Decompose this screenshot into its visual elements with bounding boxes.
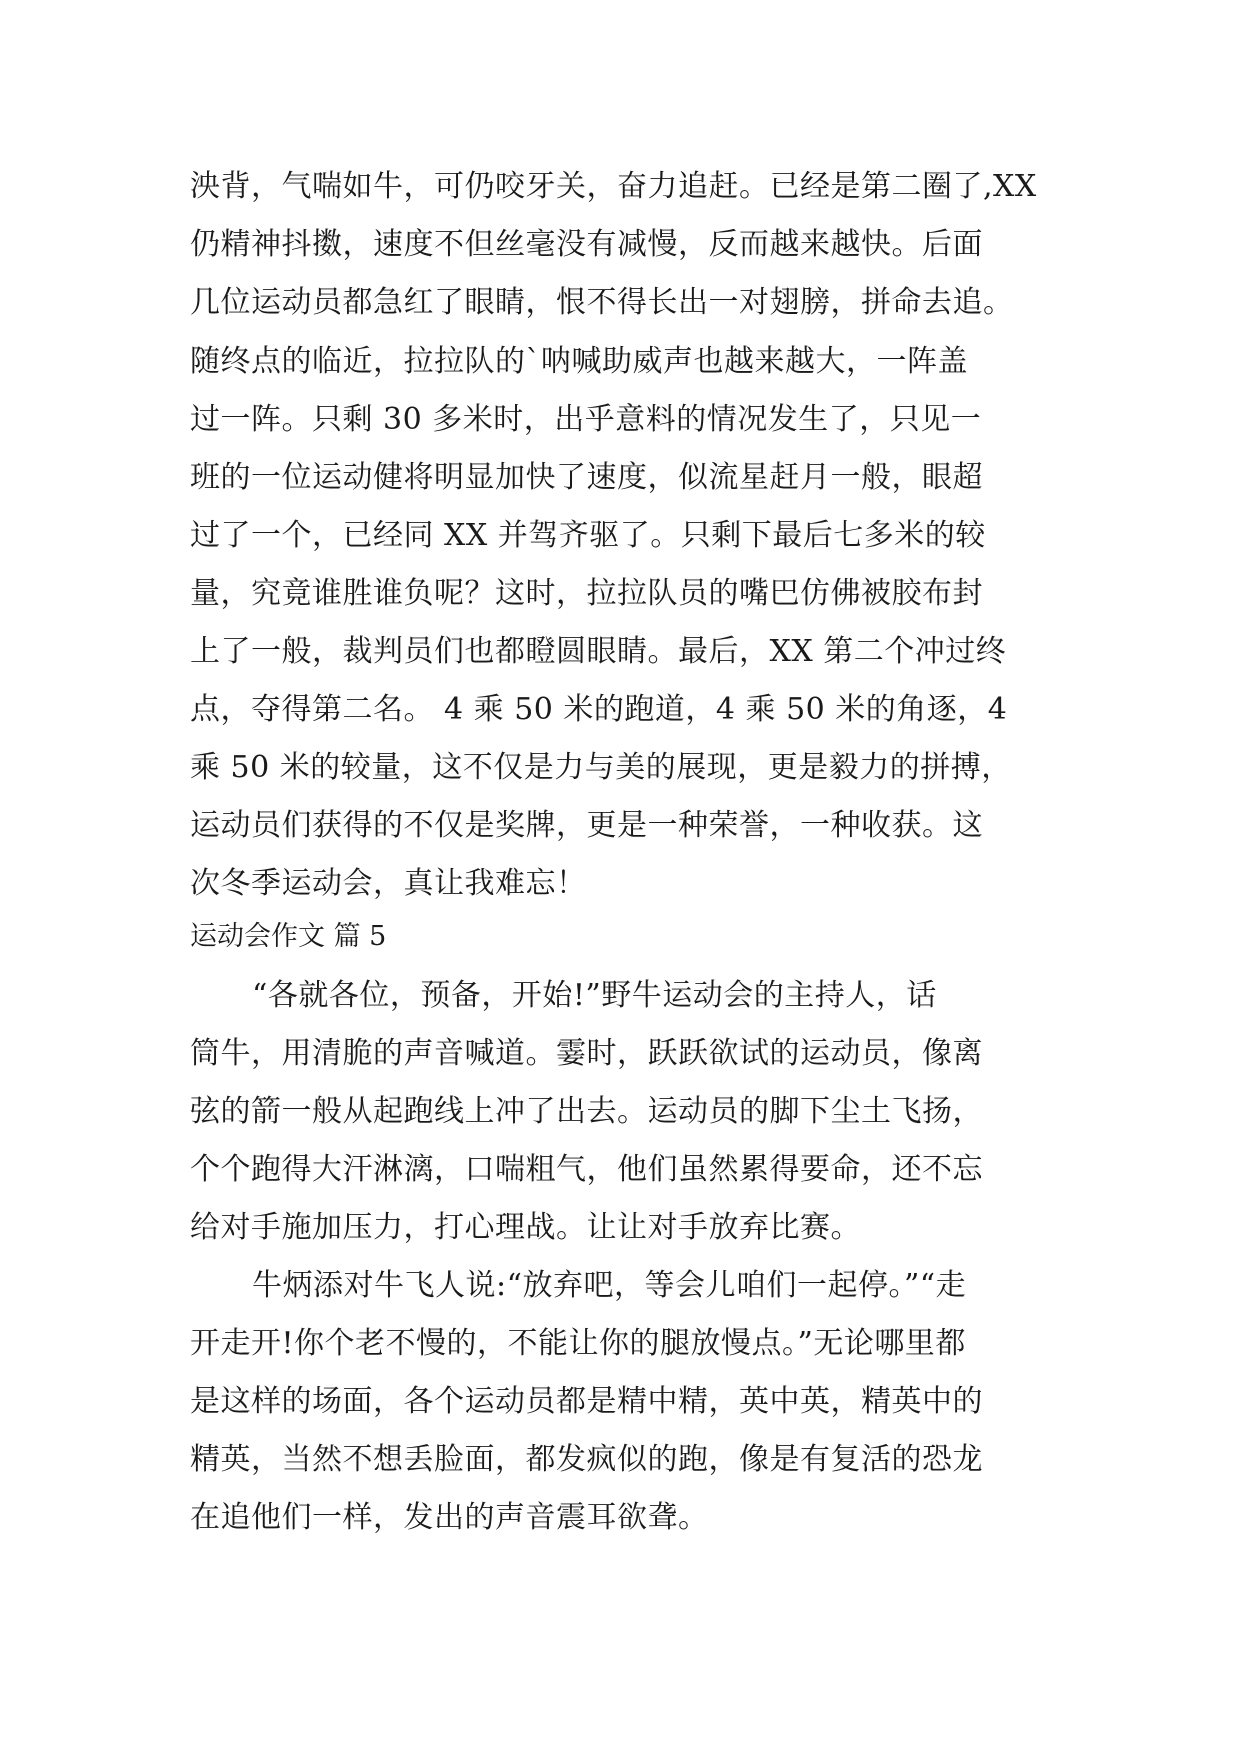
text-line: 随终点的临近，拉拉队的`呐喊助威声也越来越大，一阵盖 bbox=[190, 344, 968, 379]
text-line: “各就各位，预备，开始!”野牛运动会的主持人，话 bbox=[252, 978, 937, 1013]
text-line: 点，夺得第二名。 4 乘 50 米的跑道，4 乘 50 米的角逐，4 bbox=[190, 692, 1008, 727]
text-line: 过了一个，已经同 XX 并驾齐驱了。只剩下最后七多米的较 bbox=[190, 518, 986, 553]
text-line: 个个跑得大汗淋漓，口喘粗气，他们虽然累得要命，还不忘 bbox=[190, 1152, 983, 1187]
text-line: 班的一位运动健将明显加快了速度，似流星赶月一般，眼超 bbox=[190, 460, 983, 495]
text-line: 泱背，气喘如牛，可仍咬牙关，奋力追赶。已经是第二圈了,XX bbox=[190, 169, 1037, 204]
text-line: 次冬季运动会，真让我难忘！ bbox=[190, 866, 587, 901]
text-line: 筒牛，用清脆的声音喊道。霎时，跃跃欲试的运动员，像离 bbox=[190, 1036, 983, 1071]
text-line: 过一阵。只剩 30 多米时，出乎意料的情况发生了，只见一 bbox=[190, 402, 982, 437]
text-line: 量，究竟谁胜谁负呢？这时，拉拉队员的嘴巴仿佛被胶布封 bbox=[190, 576, 983, 611]
text-line: 上了一般，裁判员们也都瞪圆眼睛。最后，XX 第二个冲过终 bbox=[190, 634, 1007, 669]
section-heading: 运动会作文 篇 5 bbox=[190, 921, 387, 952]
text-line: 精英，当然不想丢脸面，都发疯似的跑，像是有复活的恐龙 bbox=[190, 1442, 983, 1477]
text-line: 弦的箭一般从起跑线上冲了出去。运动员的脚下尘土飞扬， bbox=[190, 1094, 983, 1129]
text-line: 在追他们一样，发出的声音震耳欲聋。 bbox=[190, 1500, 709, 1535]
text-line: 是这样的场面，各个运动员都是精中精，英中英，精英中的 bbox=[190, 1384, 983, 1419]
text-line: 运动员们获得的不仅是奖牌，更是一种荣誉，一种收获。这 bbox=[190, 808, 983, 843]
text-line: 给对手施加压力，打心理战。让让对手放弃比赛。 bbox=[190, 1210, 861, 1245]
text-line: 乘 50 米的较量，这不仅是力与美的展现，更是毅力的拼搏， bbox=[190, 750, 1012, 785]
text-line: 牛炳添对牛飞人说:“放弃吧，等会儿咱们一起停。”“走 bbox=[252, 1268, 967, 1303]
text-line: 开走开!你个老不慢的，不能让你的腿放慢点。”无论哪里都 bbox=[190, 1326, 966, 1361]
text-line: 几位运动员都急红了眼睛，恨不得长出一对翅膀，拼命去追。 bbox=[190, 285, 1014, 320]
text-line: 仍精神抖擞，速度不但丝毫没有减慢，反而越来越快。后面 bbox=[190, 227, 983, 262]
